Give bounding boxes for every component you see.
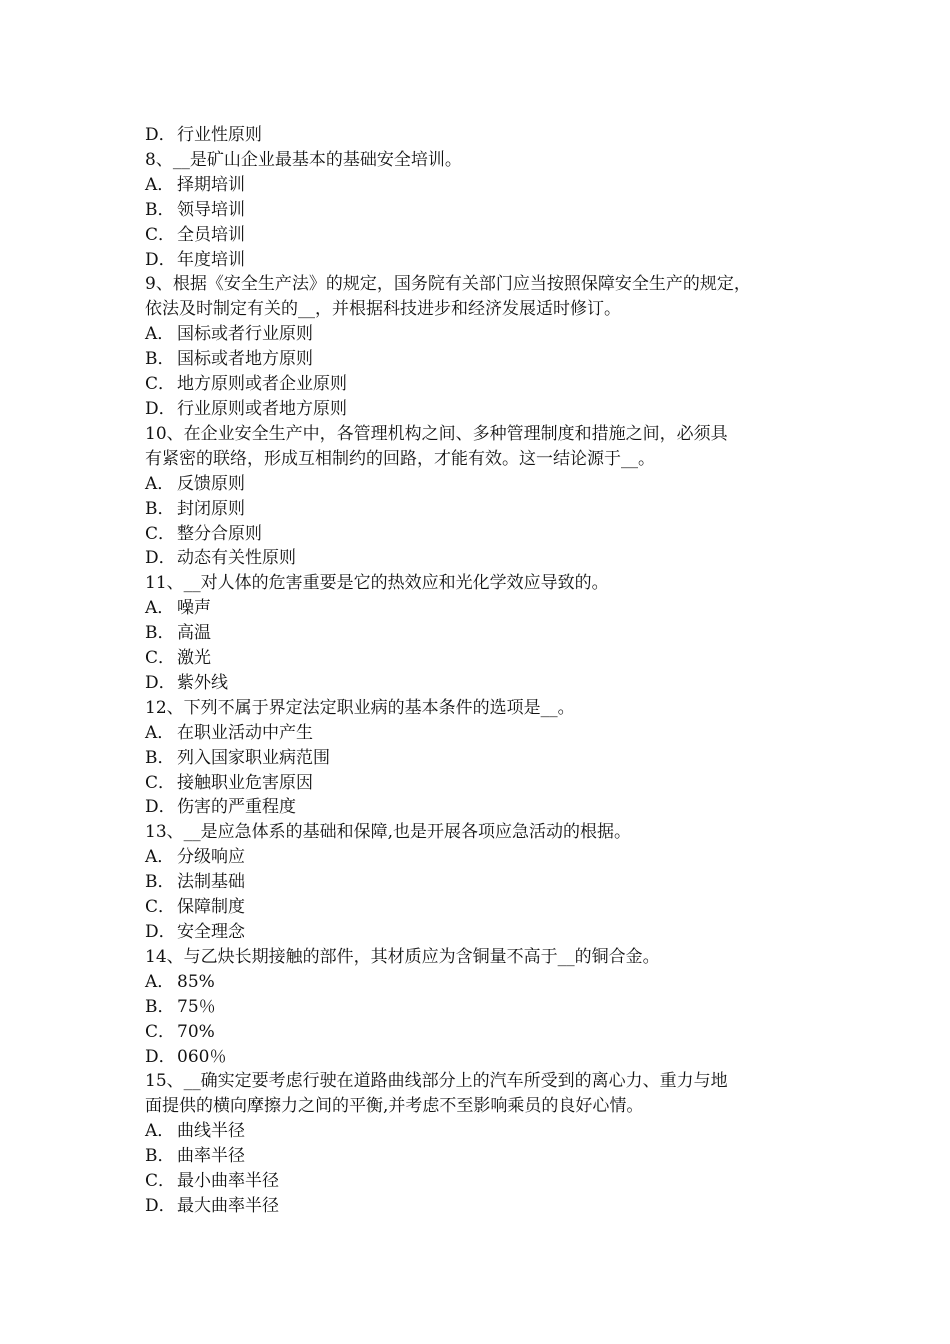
answer-option [145,223,825,248]
answer-option [145,895,825,920]
option-letter: C． [145,224,176,245]
option-letter: C． [145,772,176,793]
option-text: 保障制度 [177,897,245,918]
answer-option [145,1169,825,1194]
question-stem-line: 14、与乙炔长期接触的部件，其材质应为含铜量不高于__的铜合金。 [145,946,660,967]
option-letter: B． [145,872,175,893]
question-block [145,1069,825,1218]
option-text: 激光 [177,648,211,669]
question-stem-line: 面提供的横向摩擦力之间的平衡,并考虑不至影响乘员的良好心情。 [145,1096,644,1117]
answer-option [145,347,825,372]
answer-option [145,397,825,422]
answer-option [145,621,825,646]
answer-option [145,771,825,796]
option-text: 70% [177,1021,215,1042]
answer-option [145,173,825,198]
option-letter: A． [145,473,175,494]
answer-option [145,372,825,397]
option-letter: D． [145,125,176,145]
document-body [145,123,825,1219]
question-stem-line: 12、下列不属于界定法定职业病的基本条件的选项是__。 [145,697,575,718]
option-text: 择期培训 [177,174,245,195]
question-stem-line: 11、__对人体的危害重要是它的热效应和光化学效应导致的。 [145,573,609,594]
question-stem-line: 依法及时制定有关的__，并根据科技进步和经济发展适时修订。 [145,299,621,320]
answer-option [145,322,825,347]
option-letter: B． [145,498,175,519]
option-letter: A． [145,598,175,619]
option-text: 曲率半径 [177,1146,245,1167]
option-text: 安全理念 [177,922,245,942]
answer-option [145,1194,825,1219]
question-stem-line: 10、在企业安全生产中，各管理机构之间、多种管理制度和措施之间，必须具 [145,423,728,444]
option-text: 85% [177,971,215,992]
question-block [145,148,825,273]
answer-option [145,970,825,995]
lead-option [145,123,825,148]
answer-option [145,746,825,771]
option-letter: B． [145,623,175,644]
answer-option [145,198,825,223]
answer-option [145,1144,825,1169]
option-text: 曲线半径 [177,1121,245,1142]
question-block [145,272,825,421]
option-text: 行业原则或者地方原则 [177,398,347,419]
question-block [145,820,825,945]
answer-option [145,646,825,671]
question-stem-line: 15、__确实定要考虑行驶在道路曲线部分上的汽车所受到的离心力、重力与地 [145,1071,728,1092]
question-list [145,148,825,1219]
option-text: 列入国家职业病范围 [177,747,330,768]
answer-option [145,497,825,522]
option-text: 全员培训 [177,224,245,245]
answer-option [145,995,825,1020]
option-letter: D． [145,797,176,818]
option-letter: D． [145,1195,176,1216]
option-letter: D． [145,922,176,942]
answer-option [145,1020,825,1045]
option-text: 最小曲率半径 [177,1171,279,1192]
option-text: 分级响应 [177,847,245,868]
option-text: 噪声 [177,598,211,619]
option-letter: D． [145,249,176,270]
answer-option [145,721,825,746]
option-text: 接触职业危害原因 [177,772,313,793]
answer-option [145,546,825,571]
question-block [145,696,825,821]
answer-option [145,1119,825,1144]
option-letter: A． [145,971,175,992]
option-letter: D． [145,1046,176,1067]
option-letter: D． [145,398,176,419]
option-text: 反馈原则 [177,473,245,494]
option-text: 伤害的严重程度 [177,797,296,818]
answer-option [145,1045,825,1070]
answer-option [145,870,825,895]
option-text: 高温 [177,623,211,644]
answer-option [145,795,825,820]
answer-option [145,248,825,273]
answer-option [145,472,825,497]
answer-option [145,845,825,870]
option-letter: A． [145,1121,175,1142]
option-letter: C． [145,648,176,669]
answer-option [145,522,825,547]
option-text: 封闭原则 [177,498,245,519]
option-letter: C． [145,1171,176,1192]
option-text: 75％ [177,996,216,1017]
question-stem-line: 9、根据《安全生产法》的规定，国务院有关部门应当按照保障安全生产的规定， [145,274,751,295]
option-text: 领导培训 [177,199,245,220]
option-text: 国标或者地方原则 [177,349,313,370]
question-stem-line: 13、__是应急体系的基础和保障,也是开展各项应急活动的根据。 [145,822,632,843]
option-letter: D． [145,548,176,569]
answer-option [145,920,825,945]
option-letter: A． [145,847,175,868]
option-text: 060％ [177,1046,227,1067]
option-text: 在职业活动中产生 [177,722,313,743]
option-letter: B． [145,199,175,220]
option-letter: B． [145,747,175,768]
option-letter: D． [145,672,176,693]
question-block [145,422,825,571]
option-text: 整分合原则 [177,523,262,544]
question-stem-line: 8、__是矿山企业最基本的基础安全培训。 [145,149,462,170]
answer-option [145,596,825,621]
option-letter: C． [145,1021,176,1042]
option-text: 行业性原则 [177,125,262,145]
option-letter: A． [145,174,175,195]
question-block [145,945,825,1070]
option-text: 法制基础 [177,872,245,893]
option-text: 年度培训 [177,249,245,270]
option-letter: B． [145,996,175,1017]
option-text: 最大曲率半径 [177,1195,279,1216]
option-letter: B． [145,1146,175,1167]
question-block [145,571,825,696]
option-letter: A． [145,324,175,345]
option-text: 动态有关性原则 [177,548,296,569]
answer-option [145,671,825,696]
question-stem-line: 有紧密的联络，形成互相制约的回路，才能有效。这一结论源于__。 [145,448,655,469]
option-text: 地方原则或者企业原则 [177,374,347,395]
option-letter: C． [145,523,176,544]
option-letter: C． [145,897,176,918]
option-text: 国标或者行业原则 [177,324,313,345]
option-letter: B． [145,349,175,370]
option-letter: C． [145,374,176,395]
option-text: 紫外线 [177,672,228,693]
option-letter: A． [145,722,175,743]
